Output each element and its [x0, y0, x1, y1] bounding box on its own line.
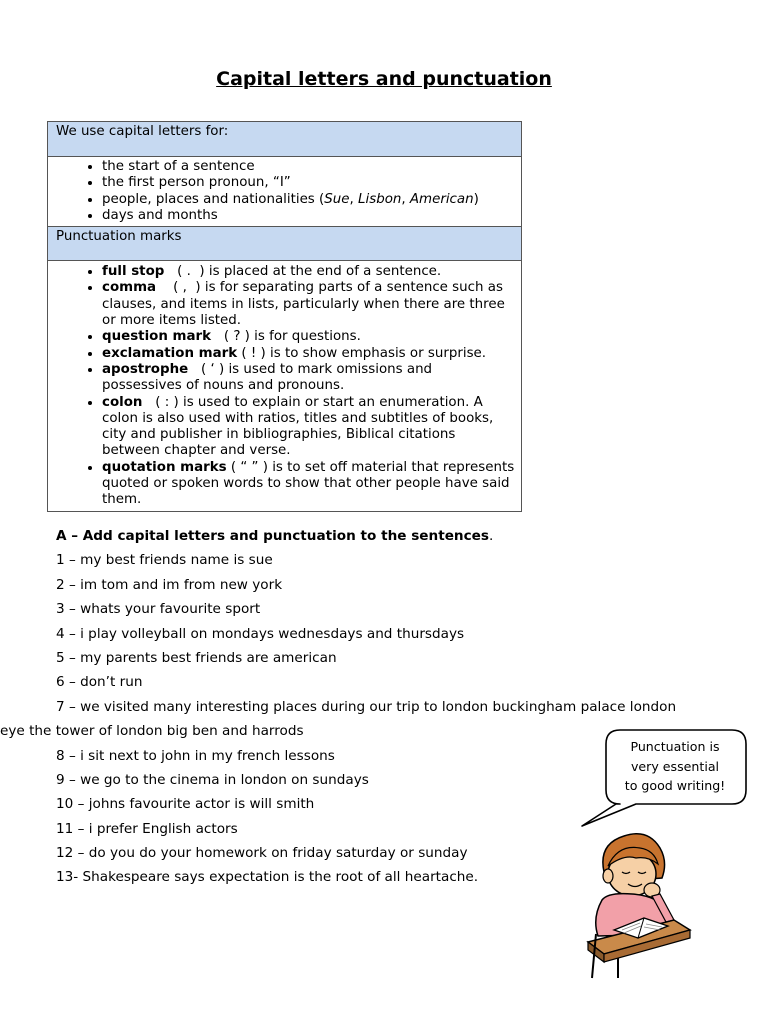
- exercise-line: 12 – do you do your homework on friday saturday or sunday: [56, 845, 468, 862]
- list-item: • comma ( , ) is for separating parts of a sentence such as clauses, and items in lists, particularly when there are three or more items listed.: [102, 280, 515, 329]
- rules-table: [47, 121, 522, 512]
- list-item: • exclamation mark ( ! ) is to show emphasis or surprise.: [102, 346, 515, 362]
- speech-bubble-text: Punctuation is very essential to good writing!: [624, 739, 726, 793]
- list-item: • people, places and nationalities (Sue, Lisbon, American): [102, 192, 515, 208]
- exercise-line: 8 – i sit next to john in my french lessons: [56, 747, 335, 764]
- page-title: Capital letters and punctuation: [216, 68, 552, 90]
- punctuation-list-cell: [48, 261, 522, 511]
- reading-boy-illustration: [578, 830, 698, 980]
- list-item: • days and months: [102, 208, 515, 224]
- exercise-line: 9 – we go to the cinema in london on sundays: [56, 771, 369, 788]
- exercise-line: 11 – i prefer English actors: [56, 820, 238, 837]
- punctuation-heading: Punctuation marks: [48, 227, 522, 261]
- capitals-heading: We use capital letters for:: [48, 122, 522, 157]
- list-item: • the start of a sentence: [102, 159, 515, 175]
- list-item: • colon ( : ) is used to explain or start an enumeration. A colon is also used with ratios, titles and subtitles of books, city and publisher in bibliographies, Biblical citations between chapter and verse.: [102, 395, 515, 460]
- exercise-line: 2 – im tom and im from new york: [56, 576, 283, 593]
- exercise-line: 4 – i play volleyball on mondays wednesdays and thursdays: [56, 625, 465, 642]
- list-item: • full stop ( . ) is placed at the end of a sentence.: [102, 264, 515, 280]
- exercise-heading: A – Add capital letters and punctuation to the sentences.: [56, 528, 494, 544]
- exercise-line: 10 – johns favourite actor is will smith: [56, 796, 315, 813]
- exercise-line: 7 – we visited many interesting places during our trip to london buckingham palace london: [56, 698, 677, 715]
- exercise-line: 6 – don’t run: [56, 674, 143, 691]
- list-item: • quotation marks ( “ ” ) is to set off material that represents quoted or spoken words to show that other people have said them.: [102, 460, 515, 509]
- capitals-list: [48, 157, 521, 226]
- exercise-line: 3 – whats your favourite sport: [56, 601, 261, 618]
- exercise-line-continued: eye the tower of london big ben and harrods: [0, 723, 304, 740]
- list-item: • the first person pronoun, “I”: [102, 175, 515, 191]
- capitals-list-cell: [48, 157, 522, 227]
- exercise-line: 1 – my best friends name is sue: [56, 552, 273, 569]
- exercise-line: 5 – my parents best friends are american: [56, 649, 337, 666]
- punctuation-list: [48, 261, 521, 510]
- exercise-line: 13- Shakespeare says expectation is the root of all heartache.: [56, 869, 479, 886]
- list-item: • apostrophe ( ‘ ) is used to mark omissions and possessives of nouns and pronouns.: [102, 362, 515, 395]
- list-item: • question mark ( ? ) is for questions.: [102, 329, 515, 345]
